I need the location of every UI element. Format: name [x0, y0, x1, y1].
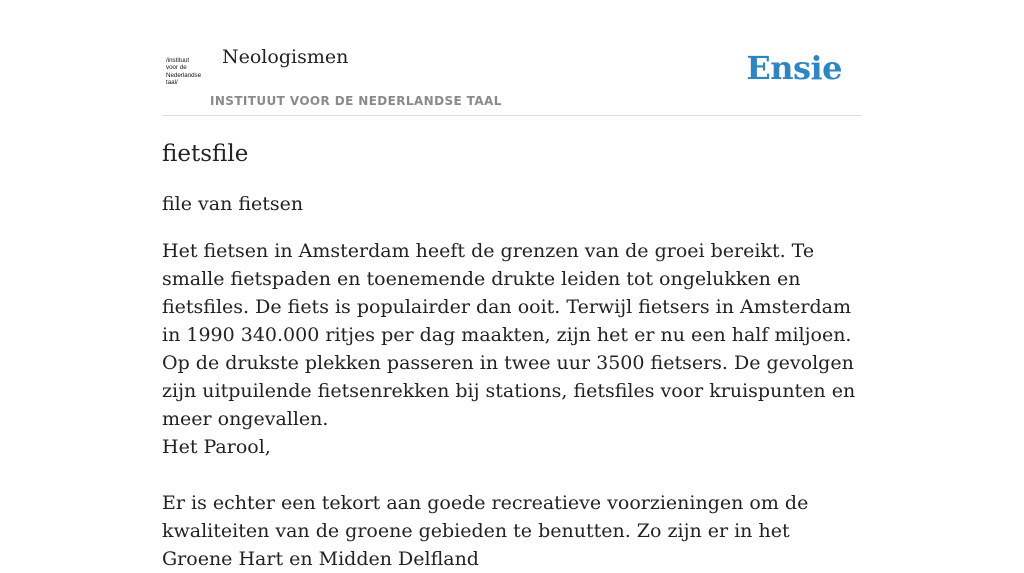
organization-name: INSTITUUT VOOR DE NEDERLANDSE TAAL — [210, 94, 502, 108]
spacer — [162, 461, 862, 489]
institute-logo[interactable] — [166, 57, 208, 89]
site-name[interactable]: Neologismen — [222, 46, 349, 68]
example-block — [162, 237, 862, 573]
site-header — [162, 40, 862, 116]
logo-line: Nederlandse — [166, 71, 202, 79]
entry-content — [162, 138, 862, 573]
logo-line: voor de — [166, 64, 187, 72]
logo-line: taal/ — [166, 79, 178, 87]
ensie-logo-link[interactable]: Ensie — [746, 49, 842, 87]
example-text: Er is echter een tekort aan goede recreatieve voorzieningen om de kwaliteiten van de groene gebieden te benutten. Zo zijn er in het Groene Hart en Midden Delfland — [162, 492, 809, 570]
entry-title: fietsfile — [162, 141, 249, 167]
example-source: Het Parool, — [162, 436, 271, 458]
entry-definition: file van fietsen — [162, 193, 304, 215]
logo-line: /instituut — [166, 57, 190, 64]
example-text: Het fietsen in Amsterdam heeft de grenzen van de groei bereikt. Te smalle fietspaden en toenemende drukte leiden tot ongelukken en fietsfiles. De fiets is populairder dan ooit. Terwijl fietsers in Amsterdam in 1990 340.000 ritjes per dag maakten, zijn het er nu een half miljoen. Op de drukste plekken passeren in twee uur 3500 fietsers. De gevolgen zijn uitpuilende fietsenrekken bij stations, fietsfiles voor kruispunten en meer ongevallen. — [162, 240, 856, 430]
